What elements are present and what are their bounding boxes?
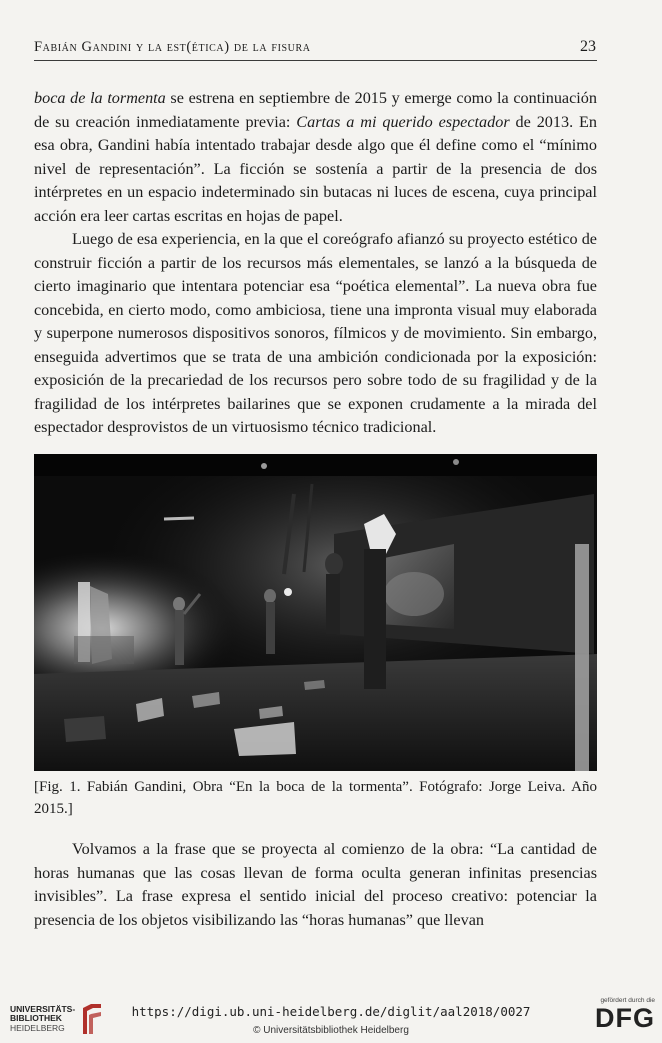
italic-previous-work-title: Cartas a mi querido espectador — [296, 112, 510, 131]
dfg-logo: DFG — [595, 1003, 655, 1033]
stage-photograph — [34, 454, 597, 771]
header-rule — [34, 60, 597, 61]
italic-work-title: boca de la tormenta — [34, 89, 166, 107]
figure-caption: [Fig. 1. Fabián Gandini, Obra “En la boca de la tormenta”. Fotógrafo: Jorge Leiva. Año 2015.] — [34, 779, 597, 817]
source-url[interactable]: https://digi.ub.uni-heidelberg.de/diglit/aal2018/0027 — [131, 1004, 531, 1019]
paragraph-3: Volvamos a la frase que se proyecta al comienzo de la obra: “La cantidad de horas humanas que las cosas llevan de forma oculta generan infinitas presencias invisibles”. La frase expresa el sentido inicial del proceso creativo: potenciar la presencia de los objetos visibilizando las “horas humanas” que llevan — [34, 840, 597, 929]
body-text-top — [34, 87, 597, 440]
running-head — [34, 38, 596, 56]
page-number: 23 — [580, 38, 596, 55]
paragraph-2: Luego de esa experiencia, en la que el coreógrafo afianzó su proyecto estético de construir ficción a partir de los recursos más elementales, se lanzó a la búsqueda de cierto imaginario que intentara potenciar esa “poética elemental”. La nueva obra fue concebida, en cierto modo, como ambiciosa, tiene una impronta visual muy elaborada y superpone numerosos dispositivos sonoros, fílmicos y de movimiento. Sin embargo, enseguida advertimos que se trata de una ambición condicionada por la exposición: exposición de la precariedad de los recursos pero sobre todo de su fragilidad y de la fragilidad de los intérpretes bailarines que se exponen crudamente a la mirada del espectador desprovistos de un virtuosismo técnico tradicional. — [34, 230, 597, 436]
funder-block — [583, 997, 655, 1032]
running-title: Fabián Gandini y la est(ética) de la fisura — [34, 39, 311, 55]
paragraph-1 — [34, 87, 597, 228]
paragraph-1-text-a: se estrena en septiembre de 2015 y emerge como la continuación de su creación inmediatamente previa: — [34, 89, 597, 131]
paragraph-1-text-b: de 2013. En esa obra, Gandini había intentado trabajar desde algo que él define como el “mínimo nivel de representación”. La ficción se sostenía a partir de la presencia de dos intérpretes en un espacio indeterminado sin butacas ni luces de escena, cuya principal acción era leer cartas escritas en hojas de papel. — [34, 112, 597, 225]
library-name-line1: UNIVERSITÄTS- — [10, 1003, 76, 1014]
copyright-notice: © Universitätsbibliothek Heidelberg — [253, 1025, 409, 1036]
funding-note: gefördert durch die — [600, 997, 655, 1004]
library-name-line2: BIBLIOTHEK — [10, 1013, 62, 1024]
body-text-bottom — [34, 838, 597, 932]
library-name-line3: HEIDELBERG — [10, 1022, 65, 1033]
